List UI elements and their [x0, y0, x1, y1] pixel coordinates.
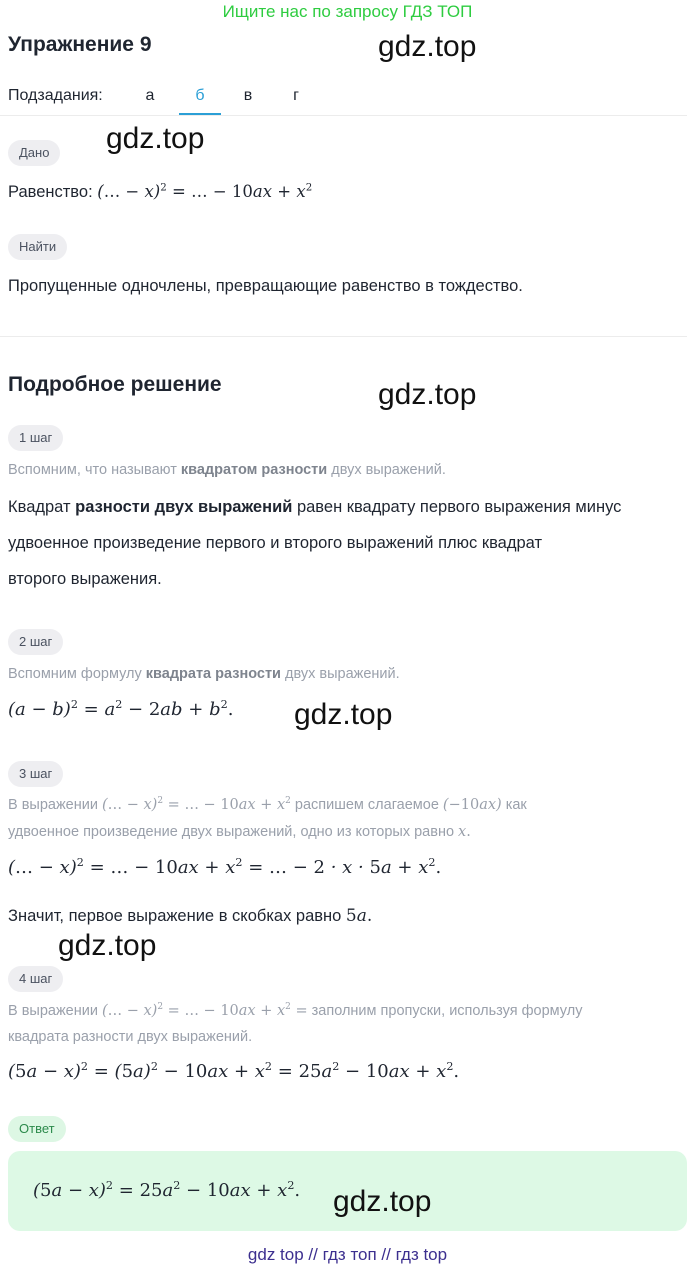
- hint-text: двух выражений.: [285, 666, 400, 682]
- promo-banner[interactable]: Ищите нас по запросу ГДЗ ТОП: [222, 2, 473, 21]
- page-title: Упражнение 9: [8, 33, 152, 56]
- watermark: gdz.top: [378, 378, 477, 411]
- watermark: gdz.top: [58, 929, 157, 962]
- body-text: Квадрат: [8, 498, 71, 516]
- body-bold: разности двух выражений: [75, 498, 293, 516]
- step-4-hint-line-1: [8, 1003, 582, 1019]
- section-divider: [0, 336, 687, 337]
- hint-text: В выражении: [8, 1003, 98, 1019]
- answer-pill: Ответ: [8, 1116, 66, 1142]
- step-2-hint: [8, 666, 400, 682]
- conclusion-value: 5a.: [345, 906, 373, 926]
- hint-text: В выражении: [8, 797, 98, 813]
- tab-g[interactable]: г: [293, 87, 299, 104]
- hint-text: Вспомним формулу: [8, 666, 142, 682]
- step-2-formula: $(a - b)^2 = a^2 - 2ab + b^2$.: [8, 698, 234, 720]
- given-text: [8, 182, 312, 202]
- hint-bold: квадратом разности: [180, 462, 328, 478]
- watermark: gdz.top: [378, 30, 477, 63]
- hint-expression: (… − x)$^2$ = … − $10ax + x^2$: [101, 796, 291, 813]
- watermark: gdz.top: [106, 122, 205, 155]
- body-text: равен квадрату первого выражения минус: [296, 498, 622, 516]
- hint-variable: x.: [458, 824, 471, 840]
- hint-bold: квадрата разности: [145, 666, 281, 682]
- step-4-pill: 4 шаг: [8, 966, 63, 992]
- step-3-pill: 3 шаг: [8, 761, 63, 787]
- solution-title: Подробное решение: [8, 373, 222, 396]
- given-pill: Дано: [8, 140, 60, 166]
- step-1-hint: [8, 462, 446, 478]
- hint-expression: (… − x)$^2$ = … − $10ax + x^2$ =: [101, 1002, 308, 1019]
- find-pill: Найти: [8, 234, 67, 260]
- step-3-hint-line-1: [8, 797, 527, 813]
- step-3-conclusion: [8, 906, 372, 926]
- given-formula: (… − x)$^2$ = … − $10ax + x^2$: [97, 182, 313, 201]
- tab-b[interactable]: б: [195, 87, 205, 104]
- watermark: gdz.top: [333, 1185, 432, 1218]
- hint-text: Вспомним, что называют: [8, 462, 177, 478]
- step-1-body-line-2: удвоенное произведение первого и второго выражений плюс квадрат: [8, 534, 543, 552]
- subtasks-label: Подзадания:: [8, 87, 103, 104]
- step-4-formula: $(5a - x)^2 = (5a)^2 - 10ax + x^2 = 25a^2 - 10ax + x^2$.: [8, 1060, 460, 1082]
- watermark: gdz.top: [294, 698, 393, 731]
- find-text: Пропущенные одночлены, превращающие равенство в тождество.: [8, 277, 523, 295]
- step-1-body-line-3: второго выражения.: [8, 570, 162, 588]
- hint-text: удвоенное произведение двух выражений, одно из которых равно: [8, 824, 455, 840]
- hint-term: (−10ax): [442, 797, 502, 813]
- conclusion-text: Значит, первое выражение в скобках равно: [8, 907, 342, 925]
- hint-text: как: [505, 797, 527, 813]
- step-2-pill: 2 шаг: [8, 629, 63, 655]
- tab-v[interactable]: в: [243, 87, 253, 104]
- hint-text: двух выражений.: [331, 462, 446, 478]
- step-3-formula: (… − x)$^2$ = … − $10ax + x^2$ = … − $2 \cdot x \cdot 5a + x^2$.: [8, 856, 442, 878]
- step-1-body-line-1: [8, 498, 621, 517]
- step-4-hint-line-2: квадрата разности двух выражений.: [8, 1029, 253, 1045]
- hint-text: распишем слагаемое: [294, 797, 439, 813]
- tabs-divider: [0, 115, 687, 116]
- step-1-pill: 1 шаг: [8, 425, 63, 451]
- answer-formula: $(5a - x)^2 = 25a^2 - 10ax + x^2$.: [33, 1179, 301, 1201]
- given-label: Равенство:: [8, 183, 93, 201]
- tab-a[interactable]: а: [145, 87, 155, 104]
- hint-text: заполним пропуски, используя формулу: [311, 1003, 583, 1019]
- step-3-hint-line-2: [8, 824, 471, 840]
- footer-links[interactable]: gdz top // гдз топ // гдз top: [247, 1245, 448, 1264]
